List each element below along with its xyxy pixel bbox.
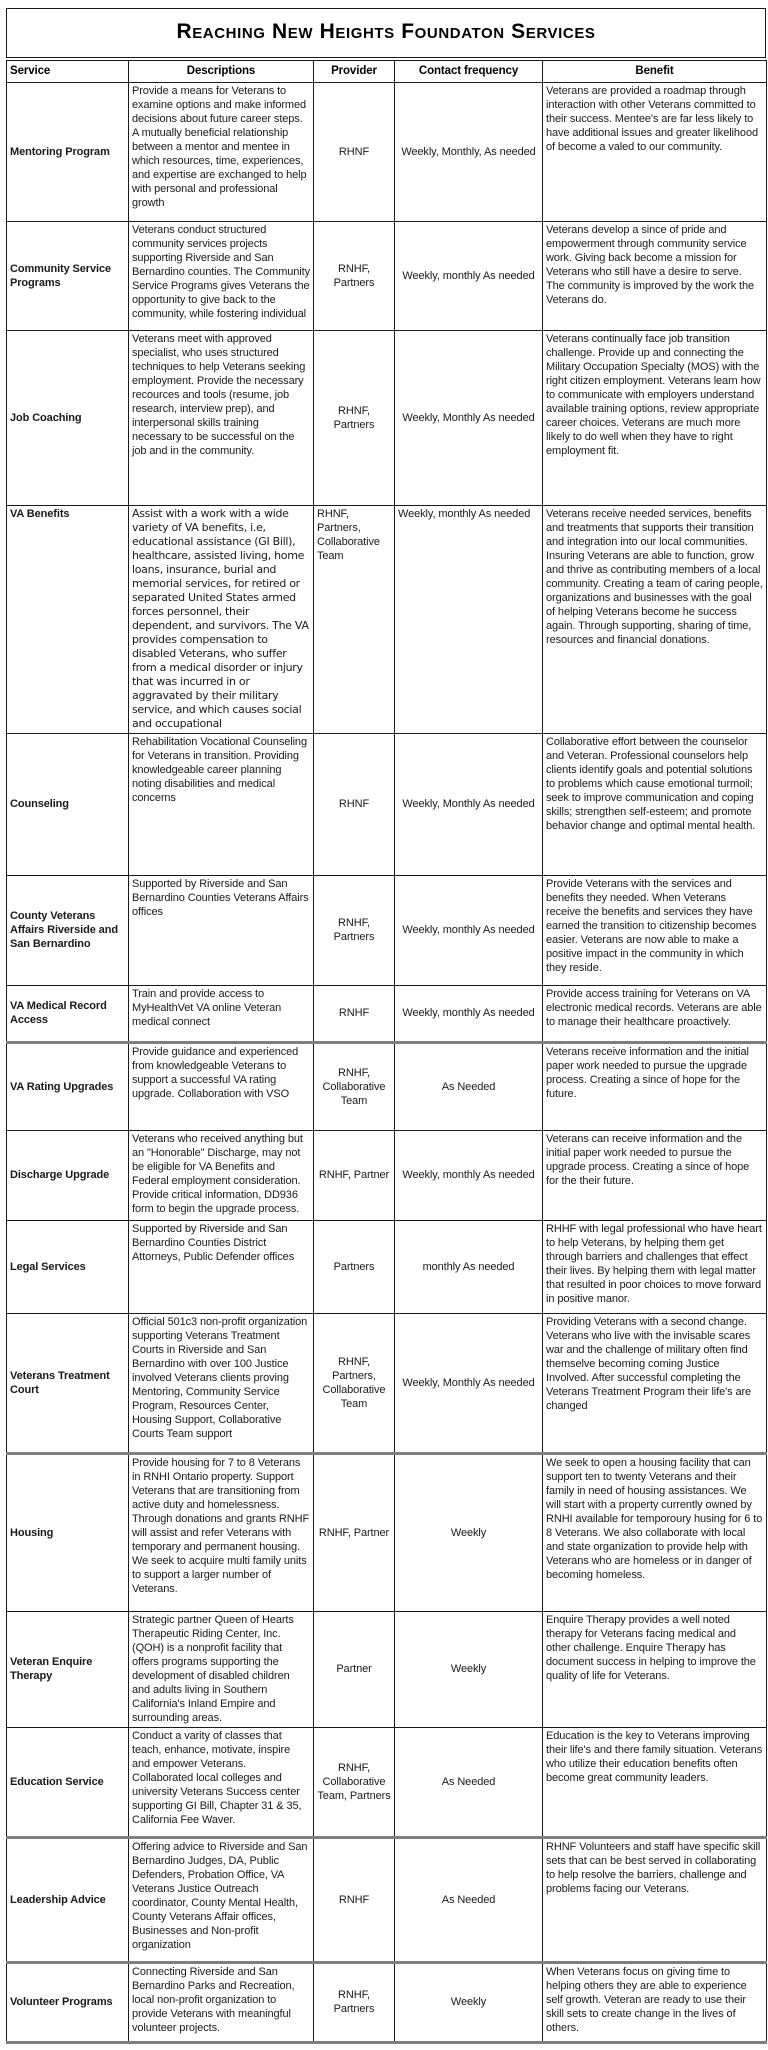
- table-row: [7, 222, 767, 331]
- frequency-cell: As Needed: [395, 1043, 543, 1131]
- description-cell: Rehabilitation Vocational Counseling for Veterans in transition. Providing knowledgeable career planning noting disabilities and medical concerns: [129, 734, 314, 876]
- services-table: [6, 60, 767, 2044]
- provider-cell: RHNF, Partners, Collaborative Team: [314, 1314, 395, 1454]
- service-cell: VA Medical Record Access: [7, 986, 129, 1043]
- description-cell: Strategic partner Queen of Hearts Therapeutic Riding Center, Inc. (QOH) is a nonprofit facility that offers programs supporting the development of disabled children and adults living in Southern California's Inland Empire and surrounding areas.: [129, 1612, 314, 1728]
- provider-cell: RNHF: [314, 986, 395, 1043]
- provider-cell: RNHF, Partners: [314, 876, 395, 986]
- frequency-cell: Weekly, monthly As needed: [395, 222, 543, 331]
- benefit-cell: Collaborative effort between the counselor and Veteran. Professional counselors help clients identify goals and potential solutions to problems which cause emotional turmoil; seek to improve communication and coping skills; strengthen self-esteem; and promote behavior change and optimal mental health.: [543, 734, 767, 876]
- frequency-cell: Weekly: [395, 1454, 543, 1612]
- col-header-benefit: Benefit: [543, 61, 767, 83]
- frequency-cell: Weekly, monthly As needed: [395, 1131, 543, 1221]
- table-row: [7, 986, 767, 1043]
- frequency-cell: monthly As needed: [395, 1221, 543, 1314]
- provider-cell: RNHF, Collaborative Team, Partners: [314, 1728, 395, 1838]
- provider-cell: RNHF, Partners: [314, 222, 395, 331]
- provider-cell: RHNF, Partners: [314, 331, 395, 506]
- table-row: [7, 1314, 767, 1454]
- frequency-cell: Weekly, Monthly As needed: [395, 331, 543, 506]
- table-row: [7, 331, 767, 506]
- benefit-cell: Veterans continually face job transition challenge. Provide up and connecting the Military Occupation Specialty (MOS) with the right citizen employment. Veterans learn how to communicate with employers understand available training options, review appropriate career choices. Veterans are much more likely to do well when they have to right employment fit.: [543, 331, 767, 506]
- col-header-contact-frequency: Contact frequency: [395, 61, 543, 83]
- col-header-service: Service: [7, 61, 129, 83]
- description-cell: Train and provide access to MyHealthVet VA online Veteran medical connect: [129, 986, 314, 1043]
- page-title: Reaching New Heights Foundaton Services: [176, 20, 596, 43]
- benefit-cell: Education is the key to Veterans improving their life's and there family situation. Veterans who utilize their education benefits often become great community leaders.: [543, 1728, 767, 1838]
- service-cell: Community Service Programs: [7, 222, 129, 331]
- table-row: [7, 876, 767, 986]
- benefit-cell: We seek to open a housing facility that can support ten to twenty Veterans and their family in need of housing assistances. We will start with a property currently owned by RNHI available for temporoury husing for 6 to 8 Veterans. We also collaborate with local and state organization to provide help with Veterans who are homeless or in danger of becoming homeless.: [543, 1454, 767, 1612]
- title-banner: [6, 8, 766, 58]
- benefit-cell: Veterans develop a since of pride and empowerment through community service work. Giving back become a mission for Veterans who still have a desire to serve. The community is improved by the work the Veterans do.: [543, 222, 767, 331]
- frequency-cell: Weekly, Monthly As needed: [395, 1314, 543, 1454]
- service-cell: Mentoring Program: [7, 83, 129, 222]
- description-cell: Veterans who received anything but an "Honorable" Discharge, may not be eligible for VA Benefits and Federal employment consideration. Provide critical information, DD936 form to begin the upgrade process.: [129, 1131, 314, 1221]
- table-row: [7, 506, 767, 734]
- benefit-cell: RHHF with legal professional who have heart to help Veterans, by helping them get through barriers and challenges that effect their lives. By helping them with legal matter that resulted in poor choices to move forward in positive manor.: [543, 1221, 767, 1314]
- provider-cell: RHNF, Partners, Collaborative Team: [314, 506, 395, 734]
- col-header-provider: Provider: [314, 61, 395, 83]
- frequency-cell: Weekly, Monthly As needed: [395, 734, 543, 876]
- services-table-body: [7, 83, 767, 2043]
- provider-cell: RNHF, Collaborative Team: [314, 1043, 395, 1131]
- provider-cell: Partner: [314, 1612, 395, 1728]
- provider-cell: RNHF, Partner: [314, 1454, 395, 1612]
- benefit-cell: Veterans can receive information and the initial paper work needed to pursue the upgrade process. Creating a since of hope for the their future.: [543, 1131, 767, 1221]
- service-cell: Job Coaching: [7, 331, 129, 506]
- service-cell: Volunteer Programs: [7, 1963, 129, 2043]
- frequency-cell: Weekly, monthly As needed: [395, 876, 543, 986]
- table-row: [7, 1728, 767, 1838]
- table-row: [7, 83, 767, 222]
- service-cell: VA Benefits: [7, 506, 129, 734]
- benefit-cell: RHNF Volunteers and staff have specific skill sets that can be best served in collaborating to help resolve the barriers, challenge and problems facing our Veterans.: [543, 1838, 767, 1963]
- table-row: [7, 1454, 767, 1612]
- frequency-cell: Weekly, Monthly, As needed: [395, 83, 543, 222]
- provider-cell: RHNF: [314, 734, 395, 876]
- frequency-cell: As Needed: [395, 1838, 543, 1963]
- provider-cell: RNHF: [314, 1838, 395, 1963]
- description-cell: Offering advice to Riverside and San Bernardino Judges, DA, Public Defenders, Probation Office, VA Veterans Justice Outreach coordinator, County Mental Health, County Veterans Affair offices, Businesses and Non-profit organization: [129, 1838, 314, 1963]
- description-cell: Conduct a varity of classes that teach, enhance, motivate, inspire and empower Veterans. Collaborated local colleges and university Veterans Success center supporting GI Bill, Chapter 31 & 35, California Fee Waver.: [129, 1728, 314, 1838]
- frequency-cell: As Needed: [395, 1728, 543, 1838]
- description-cell: Supported by Riverside and San Bernardino Counties Veterans Affairs offices: [129, 876, 314, 986]
- benefit-cell: Provide Veterans with the services and benefits they needed. When Veterans receive the benefits and services they have earned the transition to citizenship becomes easier. Veterans are now able to make a positive impact in the community in which they reside.: [543, 876, 767, 986]
- benefit-cell: Providing Veterans with a second change. Veterans who live with the invisable scares war and the challenge of military often find themselve becoming coming Justice Involved. After successful completing the Veterans Treatment Program their life's are changed: [543, 1314, 767, 1454]
- description-cell: Connecting Riverside and San Bernardino Parks and Recreation, local non-profit organization to provide Veterans with meaningful volunteer projects.: [129, 1963, 314, 2043]
- description-cell: Veterans meet with approved specialist, who uses structured techniques to help Veterans seeking employment. Provide the necessary recources and tools (resume, job research, interview prep), and interpersonal skills training necessary to be successful on the job and in the community.: [129, 331, 314, 506]
- description-cell: Provide housing for 7 to 8 Veterans in RNHI Ontario property. Support Veterans that are transitioning from active duty and homelessness. Through donations and grants RNHF will assist and refer Veterans with temporary and permanent housing. We seek to acquire multi family units to support a larger number of Veterans.: [129, 1454, 314, 1612]
- table-row: [7, 1838, 767, 1963]
- frequency-cell: Weekly: [395, 1612, 543, 1728]
- service-cell: Housing: [7, 1454, 129, 1612]
- provider-cell: Partners: [314, 1221, 395, 1314]
- frequency-cell: Weekly, monthly As needed: [395, 506, 543, 734]
- benefit-cell: Enquire Therapy provides a well noted therapy for Veterans facing medical and other challenge. Enquire Therapy has document success in helping to improve the quality of life for Veterans.: [543, 1612, 767, 1728]
- table-row: [7, 1963, 767, 2043]
- col-header-descriptions: Descriptions: [129, 61, 314, 83]
- table-row: [7, 1221, 767, 1314]
- benefit-cell: When Veterans focus on giving time to helping others they are able to experience self growth. Veteran are ready to use their skill sets to create change in the lives of others.: [543, 1963, 767, 2043]
- frequency-cell: Weekly, monthly As needed: [395, 986, 543, 1043]
- service-cell: Leadership Advice: [7, 1838, 129, 1963]
- frequency-cell: Weekly: [395, 1963, 543, 2043]
- service-cell: Veterans Treatment Court: [7, 1314, 129, 1454]
- service-cell: Veteran Enquire Therapy: [7, 1612, 129, 1728]
- table-row: [7, 734, 767, 876]
- table-row: [7, 1043, 767, 1131]
- benefit-cell: Provide access training for Veterans on VA electronic medical records. Veterans are able to manage their healthcare proactively.: [543, 986, 767, 1043]
- description-cell: Veterans conduct structured community services projects supporting Riverside and San Bernardino counties. The Community Service Programs gives Veterans the opportunity to give back to the community, while fostering individual: [129, 222, 314, 331]
- benefit-cell: Veterans receive information and the initial paper work needed to pursue the upgrade process. Creating a since of hope for the future.: [543, 1043, 767, 1131]
- service-cell: Discharge Upgrade: [7, 1131, 129, 1221]
- description-cell: Provide guidance and experienced from knowledgeable Veterans to support a successful VA rating upgrade. Collaboration with VSO: [129, 1043, 314, 1131]
- header-row: [7, 61, 767, 83]
- service-cell: Education Service: [7, 1728, 129, 1838]
- table-row: [7, 1131, 767, 1221]
- provider-cell: RNHF, Partners: [314, 1963, 395, 2043]
- service-cell: Legal Services: [7, 1221, 129, 1314]
- provider-cell: RHNF: [314, 83, 395, 222]
- description-cell: Assist with a work with a wide variety of VA benefits, i.e, educational assistance (GI Bill), healthcare, assisted living, home loans, insurance, burial and memorial services, for retired or separated United States armed forces personnel, their dependent, and survivors. The VA provides compensation to disabled Veterans, who suffer from a medical disorder or injury that was incurred in or aggravated by their military service, and which causes social and occupational: [129, 506, 314, 734]
- provider-cell: RNHF, Partner: [314, 1131, 395, 1221]
- service-cell: VA Rating Upgrades: [7, 1043, 129, 1131]
- description-cell: Supported by Riverside and San Bernardino Counties District Attorneys, Public Defender offices: [129, 1221, 314, 1314]
- description-cell: Provide a means for Veterans to examine options and make informed decisions about future career steps. A mutually beneficial relationship between a mentor and mentee in which resources, time, experiences, and expertise are exchanged to help with personal and professional growth: [129, 83, 314, 222]
- service-cell: County Veterans Affairs Riverside and San Bernardino: [7, 876, 129, 986]
- description-cell: Official 501c3 non-profit organization supporting Veterans Treatment Courts in Riverside and San Bernardino with over 100 Justice involved Veterans clients proving Mentoring, Community Service Program, Resources Center, Housing Support, Collaborative Courts Team support: [129, 1314, 314, 1454]
- benefit-cell: Veterans receive needed services, benefits and treatments that supports their transition and integration into our local communities. Insuring Veterans are able to function, grow and thrive as contributing members of a local community. Creating a team of caring people, organizations and businesses with the goal of helping Veterans become he success again. Through supporting, sharing of time, resources and financial donations.: [543, 506, 767, 734]
- service-cell: Counseling: [7, 734, 129, 876]
- table-row: [7, 1612, 767, 1728]
- benefit-cell: Veterans are provided a roadmap through interaction with other Veterans committed to their success. Mentee's are far less likely to have additional issues and greater likelihood of become a valed to our community.: [543, 83, 767, 222]
